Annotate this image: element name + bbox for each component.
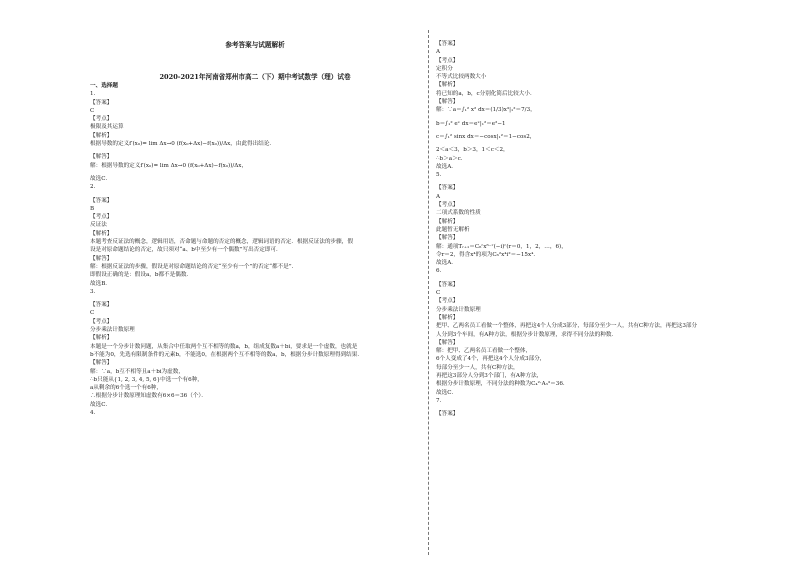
text-line: 【解析】 xyxy=(436,82,459,89)
text-line: 4. xyxy=(90,409,96,416)
text-line: 一、选择题 xyxy=(90,83,118,89)
text-line: a从剩余的6个选一个有6种， xyxy=(90,385,162,392)
text-line: 【答案】 xyxy=(436,411,459,418)
text-line: 故选A． xyxy=(436,260,457,267)
text-line: 此题暂无解析 xyxy=(436,226,470,233)
left-content xyxy=(90,82,420,417)
text-line: 解：∵a，b互不相等且a＋bi为虚数， xyxy=(90,368,184,375)
exam-subtitle: 2020-2021年河南省郑州市高二（下）期中考试数学（理）试卷 xyxy=(159,73,351,81)
text-line: 【答案】 xyxy=(90,197,113,204)
text-line: 本题考查反证法的概念，逻辑用语，否命题与命题的否定的概念，逻辑词语的否定．根据反证法的步骤，假 xyxy=(90,239,353,246)
text-line: 故选C． xyxy=(90,175,112,182)
left-column xyxy=(90,40,420,417)
text-line: C xyxy=(90,107,95,114)
text-line: 【答案】 xyxy=(436,41,459,47)
text-line: B xyxy=(90,205,95,212)
text-line: 二项式系数的性质 xyxy=(436,210,481,217)
text-line: 把甲、乙两名员工看做一个整体，再把这4个人分成3部分，每部分至少一人，共有C种方法，再把这3部分 xyxy=(436,323,698,330)
text-line: 不等式比较两数大小 xyxy=(436,74,487,81)
text-line: 极限及其运算 xyxy=(90,124,124,131)
text-line: 人分到3个车间，有A种方法，根据分步计数原理，求得不同分法的种数． xyxy=(436,331,618,338)
text-line: 2. xyxy=(90,184,96,191)
text-line: 3. xyxy=(90,288,96,295)
text-line: 【考点】 xyxy=(90,318,113,325)
text-line: 【解答】 xyxy=(90,255,113,262)
text-line: 解：根据导数的定义f′(x₀)= lim Δx→0 (f(x₀+Δx)−f(x₀))/Δx， xyxy=(90,162,248,169)
text-line: 【解析】 xyxy=(90,335,113,342)
text-line: 【解析】 xyxy=(436,314,459,321)
text-line: 【解析】 xyxy=(90,230,113,237)
text-line: 故选A． xyxy=(436,163,457,170)
text-line: 7. xyxy=(436,397,442,404)
text-line: 即假设正确的是：假设a，b都不是偶数． xyxy=(90,272,193,279)
text-line: c＝∫₁² sinx dx＝−cosx|₁²＝1−cos2， xyxy=(436,133,536,140)
text-line: b＝∫₁² eˣ dx＝eˣ|₁²＝e²−1 xyxy=(436,120,506,127)
text-line: A xyxy=(436,193,441,200)
text-line: 分步乘法计数原理 xyxy=(436,306,481,313)
text-line: 令r＝2，得含x⁴的项为C₆²x⁴i²＝−15x⁴． xyxy=(436,251,539,258)
right-column xyxy=(436,40,776,418)
text-line: 根据分步计数原理，不同分法的种数为C₄²·A₃³＝36． xyxy=(436,381,569,388)
text-line: 【答案】 xyxy=(436,281,459,288)
text-line: C xyxy=(90,310,95,317)
text-line: 1. xyxy=(90,91,96,98)
text-line: 【答案】 xyxy=(90,99,113,106)
text-line: 【考点】 xyxy=(90,214,113,221)
text-line: 定积分 xyxy=(436,65,453,72)
text-line: 6个人变成了4个，再把这4个人分成3部分， xyxy=(436,356,546,363)
text-line: 故选C． xyxy=(436,389,458,396)
text-line: 【答案】 xyxy=(90,302,113,309)
text-line: 解：∵a＝∫₁² x² dx＝(1/3)x³|₁²＝7/3， xyxy=(436,107,536,114)
text-line: 分步乘法计数原理 xyxy=(90,327,135,334)
column-divider xyxy=(428,30,429,555)
text-line: 【答案】 xyxy=(436,185,459,192)
text-line: 【考点】 xyxy=(436,57,459,64)
text-line: 设是对原命题结论的否定，故只须对“a、b中至少有一个偶数”写出否定即可． xyxy=(90,247,282,254)
text-line: ∴b＞a＞c． xyxy=(436,155,467,162)
text-line: 反证法 xyxy=(90,222,107,229)
text-line: b不能为0，先选有限制条件的元素b，不能选0，在根据两个互不相等的数a，b，根据分步计数原理得到结果． xyxy=(90,351,363,358)
text-line: 【解析】 xyxy=(90,132,113,139)
text-line: ∴b只能从{1, 2, 3, 4, 5, 6}中选一个有6种， xyxy=(90,376,203,383)
text-line: 解：根据反证法的步骤，假设是对原命题结论的否定“至少有一个”的否定“都不是”． xyxy=(90,263,298,270)
text-line: 【考点】 xyxy=(436,298,459,305)
right-content xyxy=(436,40,776,418)
text-line: 2＜a＜3，b＞3，1＜c＜2， xyxy=(436,147,509,154)
text-line: 6. xyxy=(436,268,442,275)
text-line: 每部分至少一人，共有C种方法， xyxy=(436,364,519,371)
text-line: C xyxy=(436,290,441,297)
text-line: 【解答】 xyxy=(90,360,113,367)
text-line: 【考点】 xyxy=(436,202,459,209)
text-line: 根据导数的定义f′(x₀)= lim Δx→0 (f(x₀+Δx)−f(x₀))/Δx，由此得出结论． xyxy=(90,141,276,148)
text-line: 解：把甲、乙两名员工看做一个整体， xyxy=(436,348,532,355)
text-line: 再把这3部分人分到3个部门，有A种方法， xyxy=(436,372,543,379)
text-line: 故选C． xyxy=(90,401,112,408)
text-line: A xyxy=(436,49,441,56)
text-line: 5. xyxy=(436,172,442,179)
text-line: 【解析】 xyxy=(436,218,459,225)
text-line: 将已知的a，b，c分别化简后比较大小． xyxy=(436,90,536,97)
text-line: 解：通项Tᵣ₊₁＝C₆ʳx⁶⁻ʳ(−i)ʳ(r＝0，1，2，…，6)， xyxy=(436,243,567,250)
text-line: 本题是一个分步计数问题，从集合中任取两个互不相等的数a，b，组成复数a＋bi，要求是一个虚数，也就是 xyxy=(90,343,358,350)
text-line: 故选B． xyxy=(90,280,111,287)
text-line: 【解答】 xyxy=(436,99,459,106)
document-title: 参考答案与试题解析 xyxy=(225,41,285,49)
text-line: ∴根据分步计数原理知虚数有6×6＝36（个）． xyxy=(90,393,207,400)
text-line: 【解答】 xyxy=(436,339,459,346)
text-line: 【解答】 xyxy=(436,235,459,242)
text-line: 【考点】 xyxy=(90,116,113,123)
text-line: 【解答】 xyxy=(90,154,113,161)
